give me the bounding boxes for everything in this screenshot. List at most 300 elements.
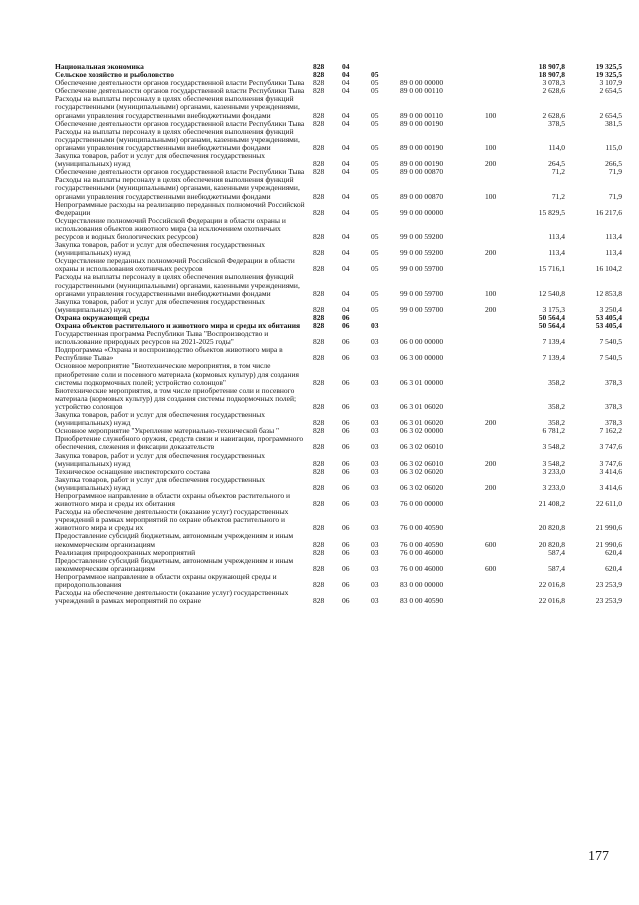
row-amount-year-1: 3 233,0 [542,466,565,476]
row-subsection-code: 05 [371,288,379,298]
table-row [55,241,622,257]
row-target-code: 99 0 00 59700 [400,264,444,274]
row-section-code: 04 [342,288,350,298]
table-row [55,452,622,468]
row-section-code: 04 [342,231,350,241]
row-section-code: 04 [342,248,350,258]
row-expense-type-code [485,435,515,451]
row-amount-year-1: 7 139,4 [542,353,565,363]
row-name: Расходы на обеспечение деятельности (оказание услуг) государственных учреждений в рамках мероприятий по охране [55,588,289,606]
row-expense-type-code [485,573,515,589]
row-target-code [400,314,485,322]
row-ved-code: 828 [313,231,325,241]
row-ved-code: 828 [313,539,325,549]
row-target-code: 76 0 00 46000 [400,547,444,557]
row-amount-year-2: 113,4 [605,248,622,258]
row-amount-year-1: 6 781,2 [542,426,565,436]
row-subsection-code: 03 [371,466,379,476]
row-subsection-code: 05 [371,191,379,201]
row-amount-year-2: 16 104,2 [595,264,622,274]
row-ved-code: 828 [313,547,325,557]
row-subsection-code: 03 [371,377,379,387]
row-ved-code: 828 [313,167,325,177]
table-row [55,330,622,346]
table-row [55,573,622,589]
table-row [55,95,622,119]
budget-table-body [55,63,622,605]
row-target-code: 89 0 00 00870 [400,167,444,177]
row-amount-year-1: 3 548,2 [542,442,565,452]
row-expense-type-code [485,468,515,476]
row-subsection-code: 05 [371,70,379,80]
row-ved-code: 828 [313,580,325,589]
row-amount-year-2: 3 747,6 [599,458,622,468]
row-name: Непрограммное направление в области охраны окружающей среды и природопользования [55,571,277,589]
row-ved-code: 828 [313,337,325,347]
row-ved-code: 828 [313,377,325,387]
row-subsection-code: 03 [371,539,379,549]
row-amount-year-1: 71,2 [551,167,565,177]
row-section-code: 06 [342,539,350,549]
row-amount-year-2: 2 654,5 [599,110,622,120]
row-ved-code: 828 [313,563,325,573]
row-section-code: 06 [342,563,350,573]
row-target-code: 06 3 02 00000 [400,426,444,436]
row-name: Основное мероприятие "Биотехнические мероприятия, в том числе приобретение соли и посевного материала (кормовых культур) для создания системы подкормочных полей; устройство солонцов" [55,361,299,387]
row-expense-type-code [485,120,515,128]
row-amount-year-1: 3 548,2 [542,458,565,468]
row-expense-type-code [485,387,515,411]
row-section-code: 06 [342,321,350,330]
row-target-code: 06 3 01 06020 [400,418,444,428]
row-section-code: 04 [342,70,350,80]
row-amount-year-1: 358,2 [548,401,565,411]
row-expense-type-code: 200 [485,458,497,468]
row-section-code: 06 [342,596,350,606]
table-row [55,257,622,273]
table-row [55,346,622,362]
row-expense-type-code: 200 [485,304,497,314]
row-target-code: 76 0 00 40590 [400,539,444,549]
table-row [55,532,622,548]
row-name: Непрограммное направление в области охраны объектов растительного и животного мира и среды их обитания [55,490,290,509]
row-name: Техническое оснащение инспекторского состава [55,466,211,476]
row-section-code: 06 [342,377,350,387]
row-section-code: 06 [342,580,350,589]
row-name: Закупка товаров, работ и услуг для обеспечения государственных (муниципальных) нужд [55,410,266,428]
table-row [55,362,622,386]
row-name: Охрана окружающей среды [55,312,150,322]
row-ved-code: 828 [313,264,325,274]
row-name: Обеспечение деятельности органов государственной власти Республики Тыва [55,118,305,128]
row-ved-code: 828 [313,401,325,411]
row-target-code: 99 0 00 59700 [400,288,444,298]
row-name: Реализация природоохранных мероприятий [55,547,196,557]
row-subsection-code: 05 [371,248,379,258]
table-row [55,435,622,451]
row-target-code [400,322,485,330]
row-ved-code: 828 [313,312,325,322]
row-target-code: 06 3 02 06010 [400,442,444,452]
row-target-code: 99 0 00 00000 [400,207,444,217]
row-section-code: 06 [342,442,350,452]
row-expense-type-code: 600 [485,563,497,573]
row-amount-year-2: 3 107,9 [599,78,622,88]
row-ved-code: 828 [313,110,325,120]
row-amount-year-2: 3 250,4 [599,304,622,314]
row-target-code: 89 0 00 00870 [400,191,444,201]
row-name: Государственная программа Республики Тыва "Воспроизводство и использование природных ресурсов на 2021-2025 годы" [55,329,269,347]
row-name: Обеспечение деятельности органов государственной власти Республики Тыва [55,78,305,88]
row-ved-code: 828 [313,288,325,298]
row-target-code: 06 3 02 06010 [400,458,444,468]
row-name: Закупка товаров, работ и услуг для обеспечения государственных (муниципальных) нужд [55,474,266,492]
row-amount-year-2: 19 325,5 [595,70,622,80]
row-amount-year-1: 50 564,4 [538,312,565,322]
row-name: Национальная экономика [55,62,144,71]
row-target-code: 89 0 00 00190 [400,118,444,128]
row-amount-year-1: 3 078,3 [542,78,565,88]
row-expense-type-code: 600 [485,539,497,549]
row-subsection-code: 03 [371,482,379,492]
row-expense-type-code: 100 [485,288,497,298]
row-section-code: 06 [342,312,350,322]
row-ved-code: 828 [313,499,325,509]
row-amount-year-1: 12 540,8 [538,288,565,298]
row-name: Биотехнические мероприятия, в том числе приобретение соли и посевного материала (кормовых культур) для создания системы подкормочных полей; устройство солонцов [55,385,297,411]
row-target-code: 06 3 01 06020 [400,401,444,411]
row-ved-code: 828 [313,523,325,533]
row-section-code: 04 [342,191,350,201]
row-subsection-code: 03 [371,580,379,589]
row-section-code: 06 [342,466,350,476]
row-amount-year-2: 12 853,8 [595,288,622,298]
row-target-code: 89 0 00 00110 [400,110,443,120]
row-expense-type-code: 200 [485,482,497,492]
row-amount-year-1: 18 907,8 [538,70,565,80]
row-target-code: 76 0 00 40590 [400,523,444,533]
row-amount-year-2: 21 990,6 [595,539,622,549]
table-row [55,589,622,605]
row-ved-code: 828 [313,304,325,314]
row-name: Расходы на выплаты персоналу в целях обеспечения выполнения функций государственными (муниципальными) органами, казенными учреждениями, органами управления государственными внебюджетными фондами [55,126,300,152]
row-expense-type-code: 100 [485,142,497,152]
row-subsection-code: 05 [371,264,379,274]
row-ved-code: 828 [313,118,325,128]
row-expense-type-code [485,427,515,435]
row-target-code: 99 0 00 59700 [400,304,444,314]
row-name: Сельское хозяйство и рыболовство [55,70,174,80]
row-expense-type-code [485,330,515,346]
table-row [55,152,622,168]
row-expense-type-code [485,71,515,79]
row-section-code: 06 [342,426,350,436]
row-amount-year-1: 264,5 [548,159,565,169]
budget-table [55,63,622,605]
row-name: Приобретение служебного оружия, средств связи и навигации, программного обеспечения, слежения и фиксации доказательств [55,434,304,452]
row-subsection-code: 03 [371,458,379,468]
row-amount-year-1: 587,4 [548,547,565,557]
row-amount-year-1: 113,4 [548,248,565,258]
row-amount-year-1: 378,5 [548,118,565,128]
row-name: Обеспечение деятельности органов государственной власти Республики Тыва [55,167,305,177]
table-row [55,128,622,152]
row-amount-year-1: 50 564,4 [538,321,565,330]
row-subsection-code: 03 [371,353,379,363]
row-name: Охрана объектов растительного и животного мира и среды их обитания [55,321,301,330]
row-target-code: 06 3 01 00000 [400,377,444,387]
row-section-code: 04 [342,207,350,217]
row-subsection-code: 05 [371,118,379,128]
row-expense-type-code [485,87,515,95]
row-ved-code: 828 [313,466,325,476]
row-amount-year-2: 7 540,5 [599,337,622,347]
row-amount-year-2: 23 253,9 [595,580,622,589]
row-name: Непрограммные расходы на реализацию переданных полномочий Российской Федерации [55,199,305,217]
row-name: Закупка товаров, работ и услуг для обеспечения государственных (муниципальных) нужд [55,240,266,258]
table-row [55,176,622,200]
row-target-code: 99 0 00 59200 [400,248,444,258]
row-amount-year-1: 18 907,8 [538,62,565,71]
row-target-code: 89 0 00 00110 [400,86,443,96]
row-target-code: 06 3 00 00000 [400,353,444,363]
row-amount-year-1: 2 628,6 [542,110,565,120]
row-amount-year-1: 113,4 [548,231,565,241]
row-ved-code: 828 [313,191,325,201]
row-target-code: 76 0 00 46000 [400,563,444,573]
row-section-code: 04 [342,264,350,274]
row-amount-year-1: 22 016,8 [538,580,565,589]
row-amount-year-2: 22 611,0 [596,499,622,509]
row-section-code: 04 [342,142,350,152]
row-name: Осуществление переданных полномочий Российской Федерации в области охраны и использования охотничьих ресурсов [55,256,295,274]
row-target-code: 89 0 00 00190 [400,142,444,152]
row-expense-type-code [485,168,515,176]
row-amount-year-1: 358,2 [548,418,565,428]
table-row [55,508,622,532]
row-expense-type-code [485,257,515,273]
row-expense-type-code: 100 [485,191,497,201]
row-amount-year-1: 358,2 [548,377,565,387]
row-amount-year-1: 587,4 [548,563,565,573]
row-amount-year-1: 114,0 [548,142,565,152]
row-ved-code: 828 [313,353,325,363]
row-ved-code: 828 [313,596,325,606]
row-amount-year-2: 53 405,4 [595,321,622,330]
table-row [55,298,622,314]
row-subsection-code: 03 [371,426,379,436]
row-section-code: 04 [342,118,350,128]
row-expense-type-code [485,492,515,508]
row-ved-code: 828 [313,159,325,169]
row-ved-code: 828 [313,142,325,152]
row-section-code: 04 [342,62,350,71]
row-subsection-code: 03 [371,321,379,330]
row-target-code: 83 0 00 40590 [400,596,444,606]
row-ved-code: 828 [313,70,325,80]
row-section-code: 06 [342,547,350,557]
row-amount-year-2: 620,4 [605,547,622,557]
row-amount-year-1: 20 820,8 [538,523,565,533]
row-expense-type-code [485,362,515,386]
row-ved-code: 828 [313,426,325,436]
row-amount-year-2: 19 325,5 [595,62,622,71]
row-amount-year-2: 16 217,6 [595,207,622,217]
row-ved-code: 828 [313,442,325,452]
row-expense-type-code [485,589,515,605]
row-name: Расходы на обеспечение деятельности (оказание услуг) государственных учреждений в рамках мероприятий по охране объектов растительного и животного мира и среды их [55,507,289,533]
row-subsection-code: 03 [371,442,379,452]
row-section-code: 04 [342,159,350,169]
table-row [55,217,622,241]
row-amount-year-1: 71,2 [551,191,565,201]
row-ved-code: 828 [313,62,325,71]
row-amount-year-2: 620,4 [605,563,622,573]
row-subsection-code: 03 [371,563,379,573]
row-amount-year-2: 7 540,5 [599,353,622,363]
row-name: Основное мероприятие "Укрепление материально-технической базы " [55,426,280,436]
row-section-code: 06 [342,353,350,363]
row-amount-year-1: 2 628,6 [542,86,565,96]
row-amount-year-2: 53 405,4 [595,312,622,322]
row-section-code: 06 [342,458,350,468]
row-amount-year-1: 22 016,8 [538,596,565,606]
row-amount-year-2: 381,5 [605,118,622,128]
table-row [55,273,622,297]
table-row [55,492,622,508]
page-number: 177 [588,849,609,864]
row-amount-year-2: 21 990,6 [595,523,622,533]
row-name: Закупка товаров, работ и услуг для обеспечения государственных (муниципальных) нужд [55,450,266,468]
row-subsection-code: 05 [371,207,379,217]
row-amount-year-2: 3 414,6 [599,466,622,476]
row-ved-code: 828 [313,458,325,468]
row-name: Предоставление субсидий бюджетным, автономным учреждениям и иным некоммерческим организациям [55,555,294,573]
row-target-code: 99 0 00 59200 [400,231,444,241]
row-subsection-code: 03 [371,418,379,428]
row-section-code: 04 [342,167,350,177]
row-subsection-code: 03 [371,596,379,606]
row-subsection-code: 05 [371,110,379,120]
row-name: Расходы на выплаты персоналу в целях обеспечения выполнения функций государственными (муниципальными) органами, казенными учреждениями, органами управления государственными внебюджетными фондами [55,175,300,201]
row-expense-type-code [485,63,515,71]
row-amount-year-2: 71,9 [608,191,622,201]
row-target-code: 83 0 00 00000 [400,580,444,589]
row-amount-year-1: 15 716,1 [538,264,565,274]
row-ved-code: 828 [313,248,325,258]
row-amount-year-2: 113,4 [605,231,622,241]
row-ved-code: 828 [313,86,325,96]
row-name: Закупка товаров, работ и услуг для обеспечения государственных (муниципальных) нужд [55,151,266,169]
row-target-code: 06 0 00 00000 [400,337,444,347]
row-amount-year-2: 378,3 [605,377,622,387]
row-amount-year-1: 15 829,5 [538,207,565,217]
row-section-code: 06 [342,337,350,347]
row-amount-year-1: 7 139,4 [542,337,565,347]
row-amount-year-2: 266,5 [605,159,622,169]
row-amount-year-2: 2 654,5 [599,86,622,96]
row-section-code: 06 [342,523,350,533]
row-ved-code: 828 [313,78,325,88]
row-expense-type-code: 200 [485,248,497,258]
row-subsection-code: 05 [371,86,379,96]
row-amount-year-2: 3 747,6 [599,442,622,452]
row-section-code: 04 [342,78,350,88]
row-amount-year-1: 3 233,0 [542,482,565,492]
row-amount-year-1: 21 408,2 [538,499,565,509]
row-ved-code: 828 [313,207,325,217]
row-name: Расходы на выплаты персоналу в целях обеспечения выполнения функций государственными (муниципальными) органами, казенными учреждениями, органами управления государственными внебюджетными фондами [55,94,300,120]
table-row [55,476,622,492]
table-row [55,387,622,411]
row-ved-code: 828 [313,482,325,492]
row-target-code [400,63,485,71]
row-target-code: 89 0 00 00000 [400,78,444,88]
row-subsection-code: 05 [371,231,379,241]
row-subsection-code: 03 [371,499,379,509]
row-name: Расходы на выплаты персоналу в целях обеспечения выполнения функций государственными (муниципальными) органами, казенными учреждениями, органами управления государственными внебюджетными фондами [55,272,300,298]
row-section-code: 06 [342,401,350,411]
row-ved-code: 828 [313,418,325,428]
row-name: Осуществление полномочий Российской Федерации в области охраны и использования объектов животного мира (за исключением охотничьих ресурсов и водных биологических ресурсов) [55,215,286,241]
row-section-code: 04 [342,110,350,120]
row-expense-type-code [485,79,515,87]
row-amount-year-2: 71,9 [608,167,622,177]
row-section-code: 04 [342,304,350,314]
row-amount-year-2: 378,3 [605,401,622,411]
row-target-code: 06 3 02 06020 [400,466,444,476]
row-subsection-code: 03 [371,337,379,347]
row-subsection-code: 05 [371,304,379,314]
table-row [55,201,622,217]
row-section-code: 06 [342,482,350,492]
row-expense-type-code [485,322,515,330]
row-subsection-code: 05 [371,167,379,177]
row-subsection-code: 03 [371,547,379,557]
row-target-code: 89 0 00 00190 [400,159,444,169]
table-row [55,411,622,427]
row-name: Закупка товаров, работ и услуг для обеспечения государственных (муниципальных) нужд [55,296,266,314]
row-amount-year-2: 7 162,2 [599,426,622,436]
table-row [55,557,622,573]
row-section-code: 06 [342,499,350,509]
row-amount-year-2: 23 253,9 [595,596,622,606]
row-section-code: 04 [342,86,350,96]
row-amount-year-2: 115,0 [605,142,622,152]
row-subsection-code: 03 [371,523,379,533]
row-expense-type-code [485,217,515,241]
row-subsection-code: 05 [371,159,379,169]
row-amount-year-1: 3 175,3 [542,304,565,314]
row-expense-type-code [485,201,515,217]
row-name: Предоставление субсидий бюджетным, автономным учреждениям и иным некоммерческим организациям [55,531,294,549]
row-expense-type-code [485,549,515,557]
row-subsection-code: 03 [371,401,379,411]
row-amount-year-2: 3 414,6 [599,482,622,492]
row-expense-type-code [485,346,515,362]
row-amount-year-1: 20 820,8 [538,539,565,549]
row-name: Подпрограмма «Охрана и воспроизводство объектов животного мира в Республике Тыва» [55,345,283,363]
row-subsection-code: 05 [371,78,379,88]
row-amount-year-2: 378,3 [605,418,622,428]
row-expense-type-code: 200 [485,418,497,428]
row-target-code: 06 3 02 06020 [400,482,444,492]
row-name: Обеспечение деятельности органов государственной власти Республики Тыва [55,86,305,96]
row-section-code: 06 [342,418,350,428]
row-expense-type-code [485,314,515,322]
row-ved-code: 828 [313,321,325,330]
row-target-code: 76 0 00 00000 [400,499,444,509]
